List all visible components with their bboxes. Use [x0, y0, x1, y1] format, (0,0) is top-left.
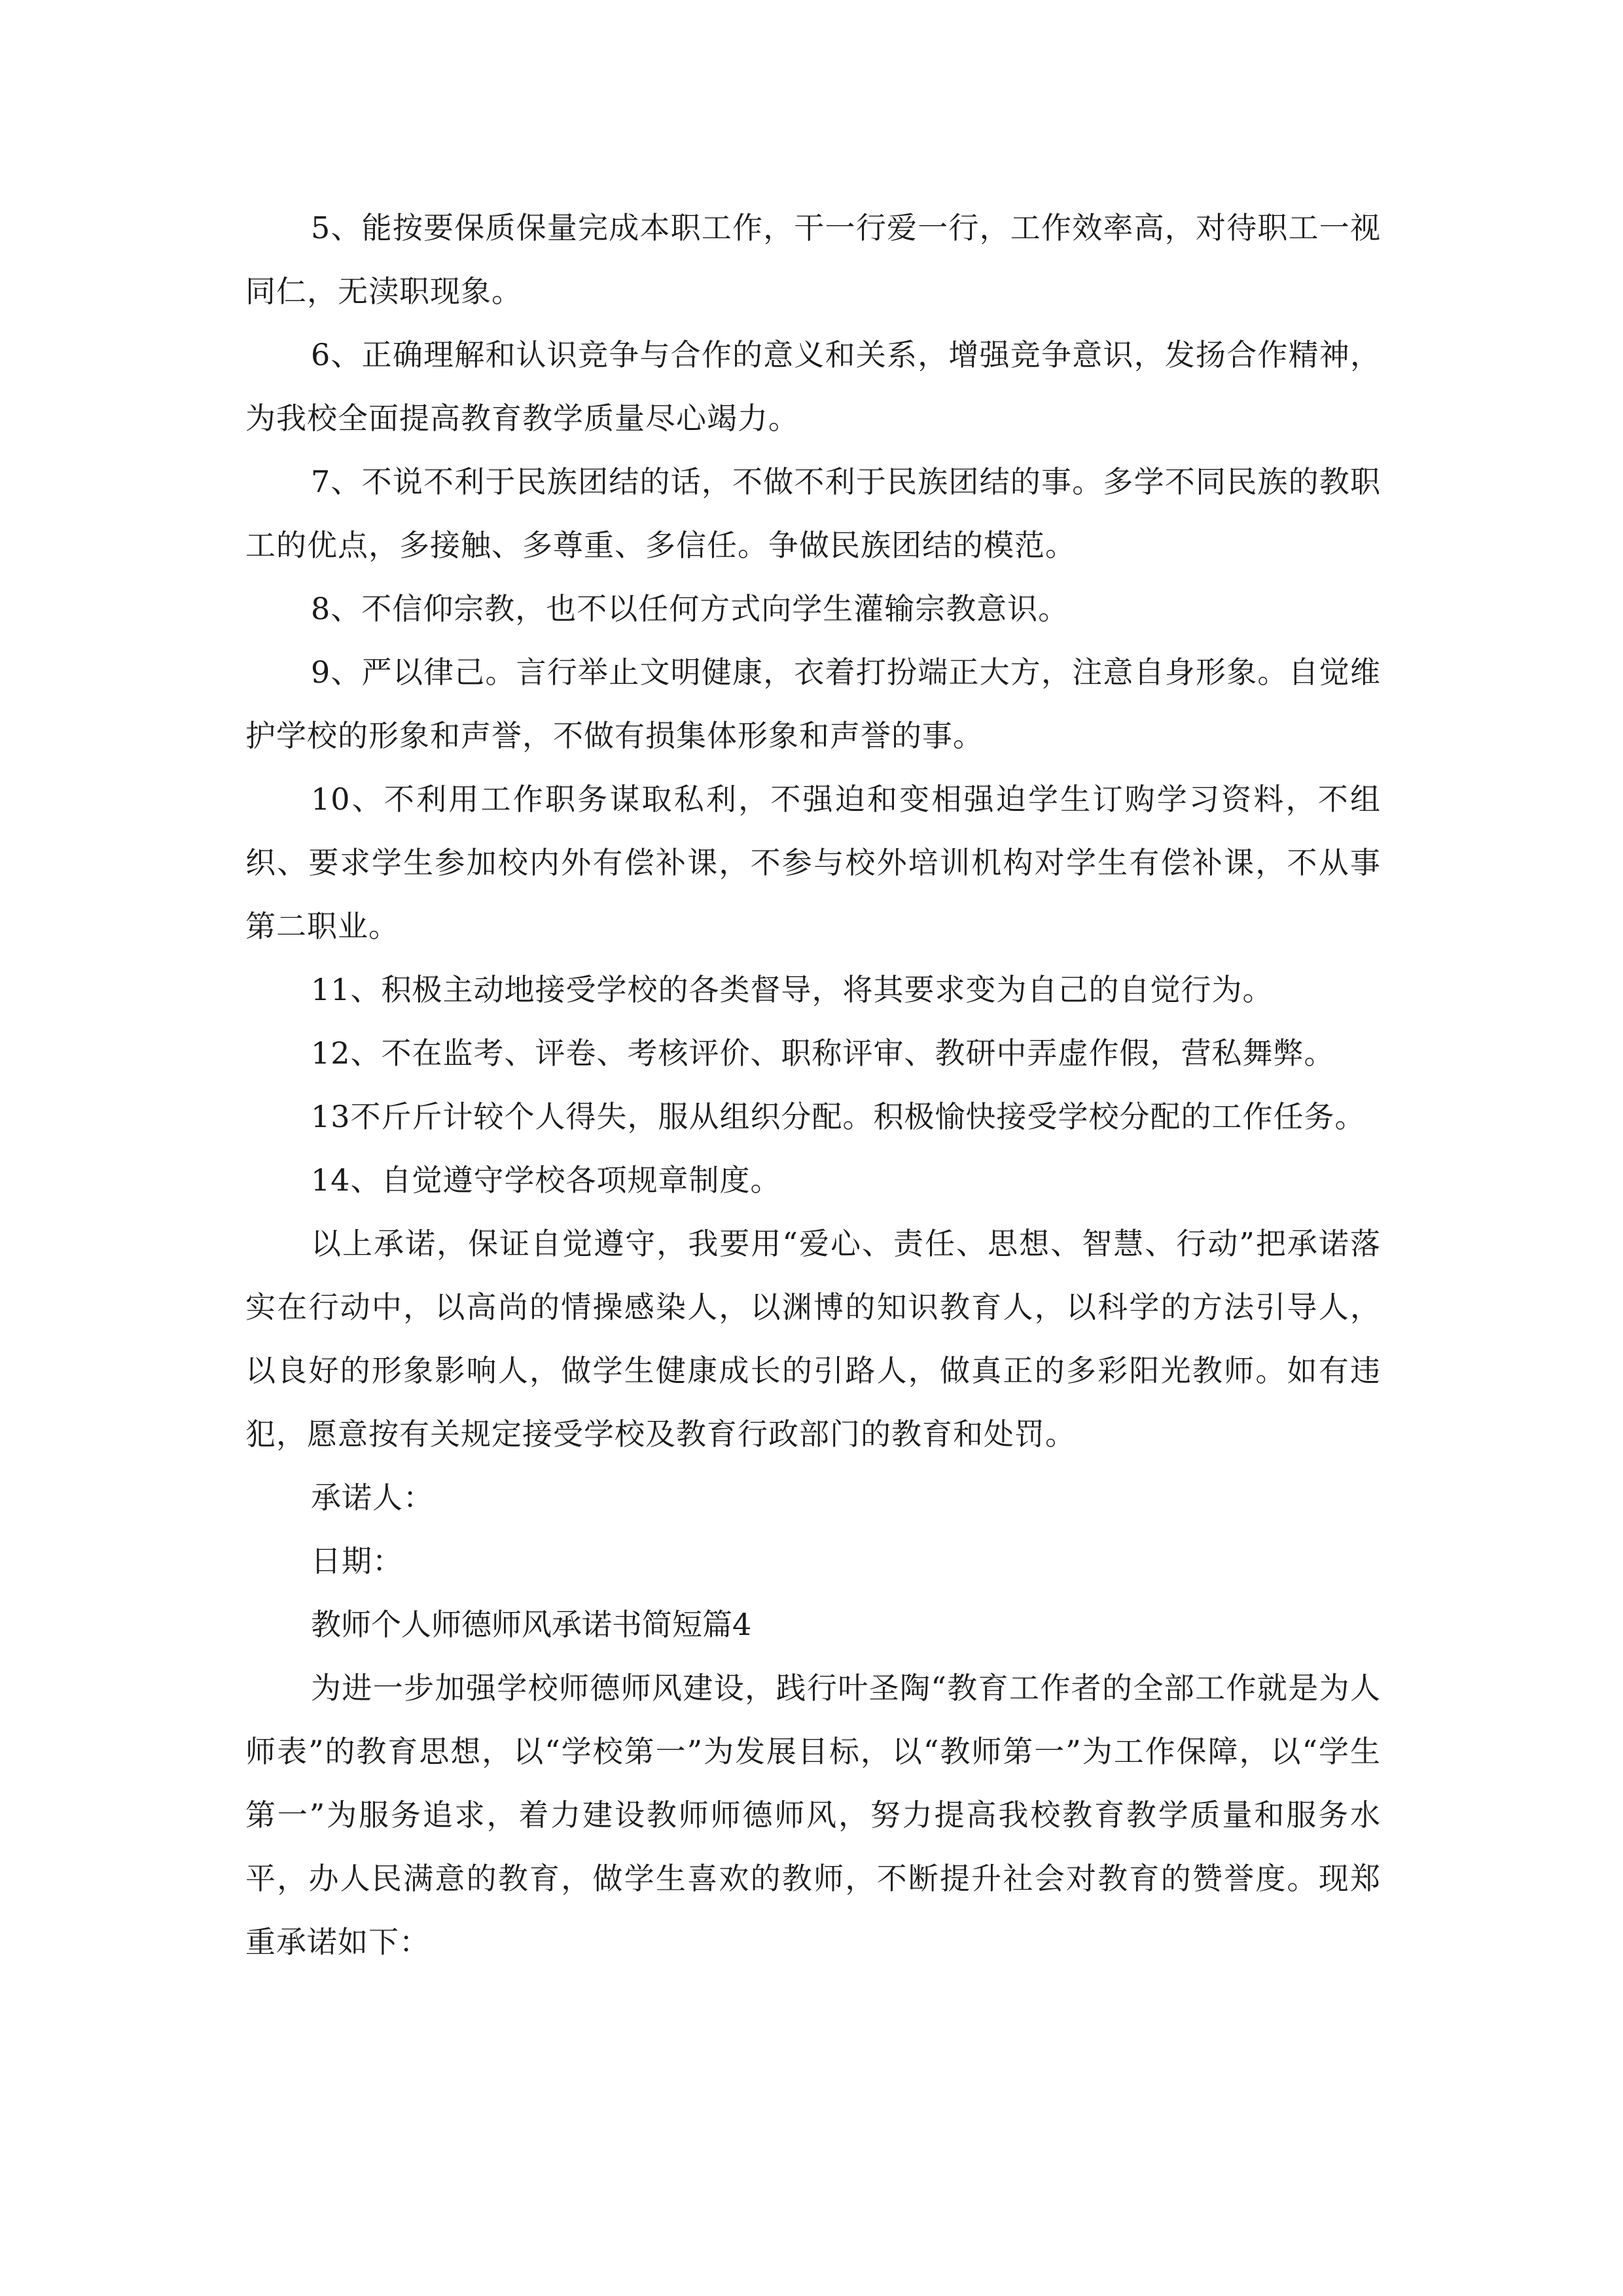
commitment-item-14: 14、自觉遵守学校各项规章制度。 — [311, 1162, 781, 1198]
section-title: 教师个人师德师风承诺书简短篇4 — [311, 1607, 752, 1642]
commitment-item-10: 10、不利用工作职务谋取私利，不强迫和变相强迫学生订购学习资料，不组织、要求学生参加校内外有偿补课，不参与校外培训机构对学生有偿补课，不从事第二职业。 — [245, 781, 1381, 944]
commitment-item-5: 5、能按要保质保量完成本职工作，干一行爱一行，工作效率高，对待职工一视同仁，无渎职现象。 — [245, 210, 1381, 309]
date-label: 日期： — [311, 1543, 403, 1579]
section-intro: 为进一步加强学校师德师风建设，践行叶圣陶“教育工作者的全部工作就是为人师表”的教育思想，以“学校第一”为发展目标，以“教师第一”为工作保障，以“学生第一”为服务追求，着力建设教师师德师风，努力提高我校教育教学质量和服务水平，办人民满意的教育，做学生喜欢的教师，不断提升社会对教育的赞誉度。现郑重承诺如下： — [245, 1670, 1381, 1960]
commitment-conclusion: 以上承诺，保证自觉遵守，我要用“爱心、责任、思想、智慧、行动”把承诺落实在行动中，以高尚的情操感染人，以渊博的知识教育人，以科学的方法引导人，以良好的形象影响人，做学生健康成长的引路人，做真正的多彩阳光教师。如有违犯，愿意按有关规定接受学校及教育行政部门的教育和处罚。 — [245, 1226, 1381, 1452]
commitment-item-7: 7、不说不利于民族团结的话，不做不利于民族团结的事。多学不同民族的教职工的优点，多接触、多尊重、多信任。争做民族团结的模范。 — [245, 464, 1381, 563]
commitment-item-6: 6、正确理解和认识竞争与合作的意义和关系，增强竞争意识，发扬合作精神，为我校全面提高教育教学质量尽心竭力。 — [245, 337, 1381, 436]
commitment-item-13: 13不斤斤计较个人得失，服从组织分配。积极愉快接受学校分配的工作任务。 — [311, 1099, 1366, 1134]
document-body — [245, 196, 1381, 1974]
commitment-item-11: 11、积极主动地接受学校的各类督导，将其要求变为自己的自觉行为。 — [311, 972, 1274, 1007]
commitment-item-8: 8、不信仰宗教，也不以任何方式向学生灌输宗教意识。 — [311, 591, 1069, 626]
commitment-item-12: 12、不在监考、评卷、考核评价、职称评审、教研中弄虚作假，营私舞弊。 — [311, 1035, 1335, 1071]
signer-label: 承诺人： — [311, 1480, 434, 1515]
commitment-item-9: 9、严以律己。言行举止文明健康，衣着打扮端正大方，注意自身形象。自觉维护学校的形象和声誉，不做有损集体形象和声誉的事。 — [245, 655, 1381, 753]
